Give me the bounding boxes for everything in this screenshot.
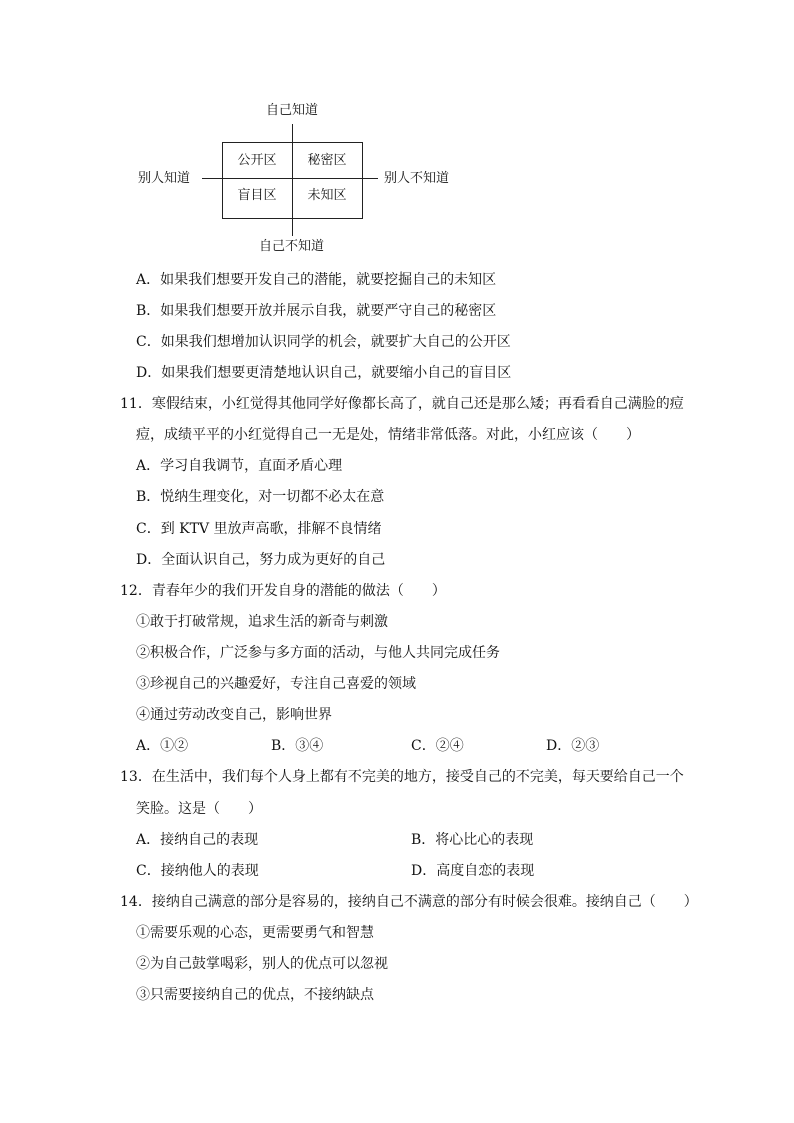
q13-option-d: D．高度自恋的表现: [411, 863, 535, 879]
q14-stem: 14．接纳自己满意的部分是容易的，接纳自己不满意的部分有时候会很难。接纳自己（ ）: [120, 894, 698, 910]
q10-option-b: B．如果我们想要开放并展示自我，就要严守自己的秘密区: [136, 303, 497, 319]
q12-option-c: C．②④: [411, 738, 464, 754]
q14-item-2: ②为自己鼓掌喝彩，别人的优点可以忽视: [136, 956, 388, 972]
quadrant-unknown: 未知区: [307, 188, 347, 203]
q12-item-1: ①敢于打破常规，追求生活的新奇与刺激: [136, 614, 388, 630]
q12-stem: 12．青春年少的我们开发自身的潜能的做法（ ）: [120, 583, 446, 599]
q10-option-d: D．如果我们想要更清楚地认识自己，就要缩小自己的盲目区: [136, 365, 512, 381]
q13-option-a: A．接纳自己的表现: [136, 832, 259, 848]
q14-item-3: ③只需要接纳自己的优点，不接纳缺点: [136, 987, 374, 1003]
q11-option-b: B．悦纳生理变化，对一切都不必太在意: [136, 489, 385, 505]
q14-item-1: ①需要乐观的心态，更需要勇气和智慧: [136, 925, 374, 941]
quadrant-secret: 秘密区: [307, 153, 347, 168]
q13-option-b: B．将心比心的表现: [411, 832, 534, 848]
q10-option-c: C．如果我们想增加认识同学的机会，就要扩大自己的公开区: [136, 334, 511, 350]
q12-option-a: A．①②: [136, 738, 189, 754]
q13-stem-line2: 笑脸。这是（ ）: [136, 801, 262, 817]
q11-option-a: A．学习自我调节，直面矛盾心理: [136, 458, 343, 474]
q11-option-d: D．全面认识自己，努力成为更好的自己: [136, 552, 386, 568]
q12-item-4: ④通过劳动改变自己，影响世界: [136, 707, 332, 723]
q12-option-b: B．③④: [271, 738, 324, 754]
q12-option-d: D．②③: [546, 738, 600, 754]
quadrant-public: 公开区: [237, 153, 277, 168]
q11-option-c: C．到 KTV 里放声高歌，排解不良情绪: [136, 521, 382, 537]
q12-item-2: ②积极合作，广泛参与多方面的活动，与他人共同完成任务: [136, 645, 500, 661]
q11-stem-line2: 痘，成绩平平的小红觉得自己一无是处，情绪非常低落。对此，小红应该（ ）: [136, 427, 640, 443]
quadrant-blind: 盲目区: [237, 188, 277, 203]
diagram-bottom-label: 自己不知道: [259, 239, 325, 254]
diagram-left-label: 别人知道: [138, 171, 191, 186]
q13-option-c: C．接纳他人的表现: [136, 863, 259, 879]
q12-item-3: ③珍视自己的兴趣爱好，专注自己喜爱的领域: [136, 676, 416, 692]
diagram-right-label: 别人不知道: [384, 171, 450, 186]
q13-stem-line1: 13．在生活中，我们每个人身上都有不完美的地方，接受自己的不完美，每天要给自己一个: [120, 769, 684, 785]
q11-stem-line1: 11．寒假结束，小红觉得其他同学好像都长高了，就自己还是那么矮；再看看自己满脸的痘: [120, 396, 684, 412]
diagram-top-label: 自己知道: [266, 103, 319, 118]
q10-option-a: A．如果我们想要开发自己的潜能，就要挖掘自己的未知区: [136, 272, 497, 288]
